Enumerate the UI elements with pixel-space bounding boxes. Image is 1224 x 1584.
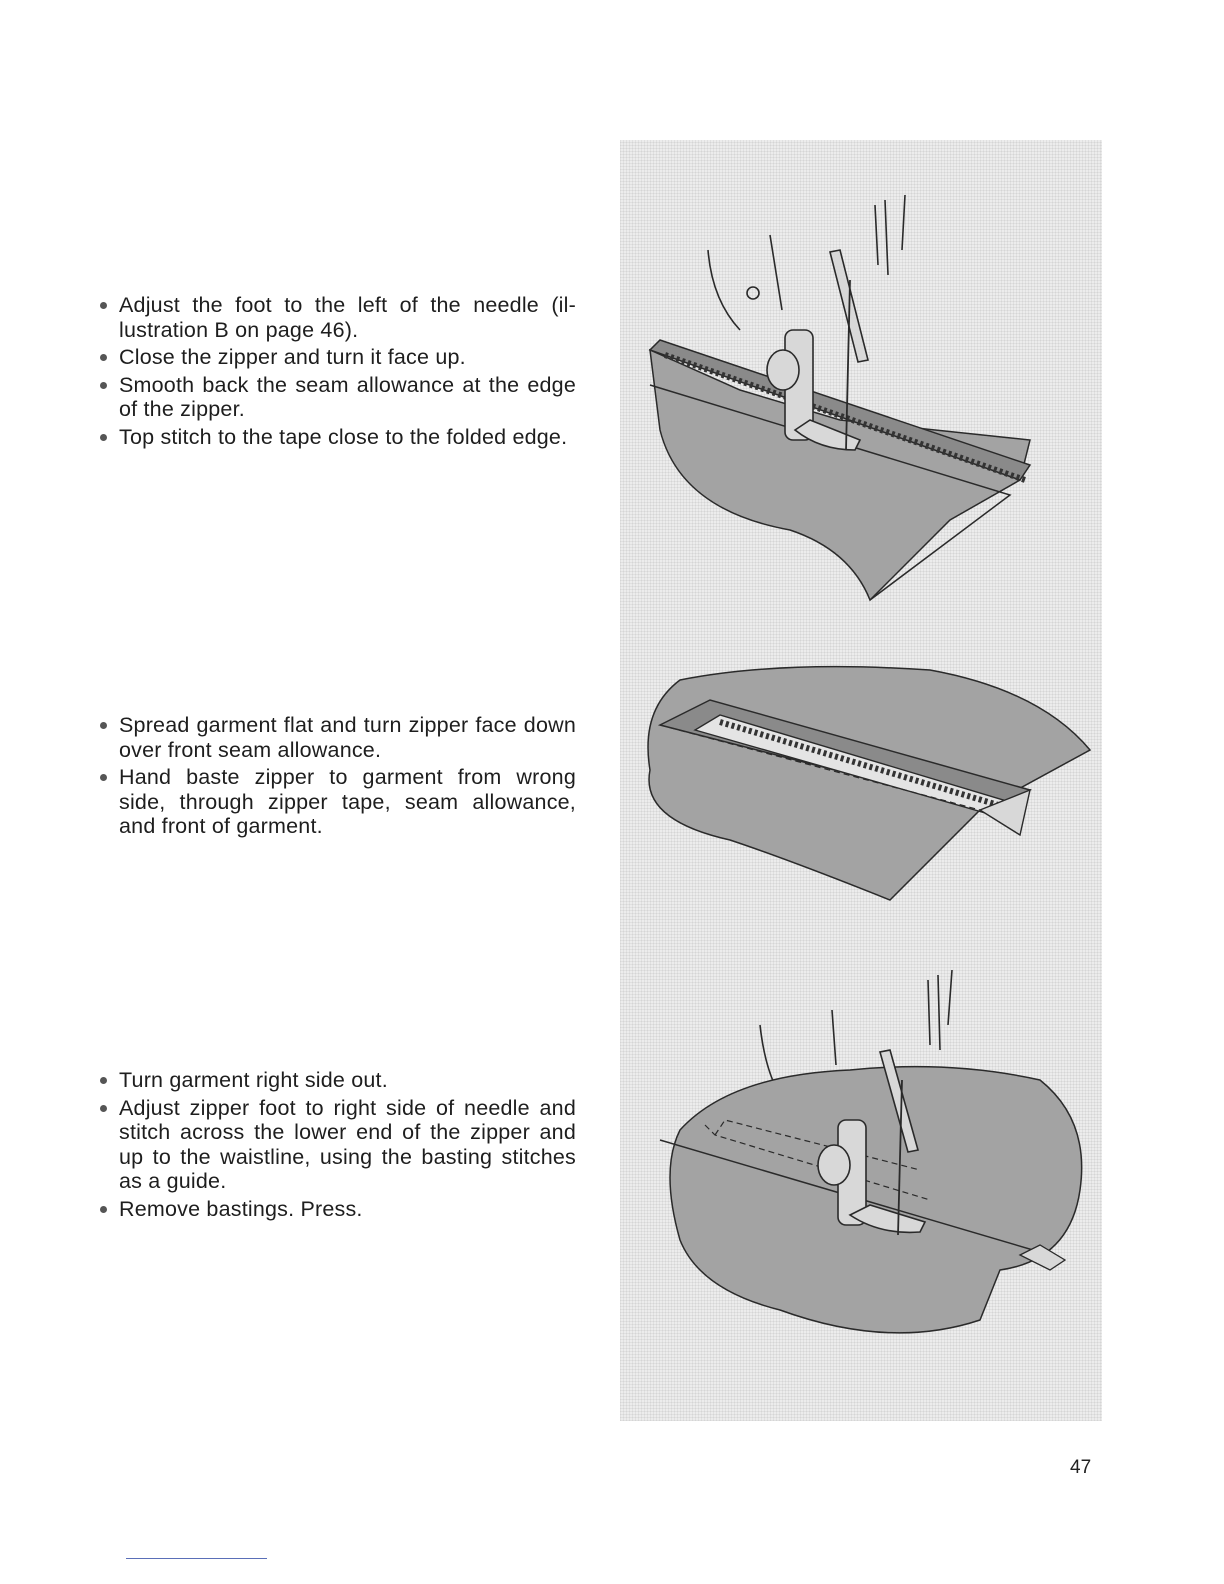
instruction-item: Smooth back the seam allowance at the edge of the zipper.	[98, 373, 576, 422]
instruction-item: Remove bastings. Press.	[98, 1197, 576, 1222]
fabric-shape	[670, 1067, 1082, 1333]
instruction-item: Spread garment flat and turn zipper face down over front seam allowance.	[98, 713, 576, 762]
instruction-item: Turn garment right side out.	[98, 1068, 576, 1093]
footer-rule	[126, 1558, 267, 1559]
instructions-block-2	[98, 713, 576, 842]
illustration-topstitch-zipper	[620, 190, 1102, 610]
instruction-item: Adjust the foot to the left of the needle (il-lustration B on page 46).	[98, 293, 576, 342]
instructions-block-1	[98, 293, 576, 452]
instruction-item: Adjust zipper foot to right side of needle and stitch across the lower end of the zipper and up to the waistline, using the basting stitches as a guide.	[98, 1096, 576, 1194]
instruction-item: Top stitch to the tape close to the folded edge.	[98, 425, 576, 450]
illustration-panel	[620, 140, 1102, 1421]
instruction-item: Hand baste zipper to garment from wrong side, through zipper tape, seam allowance, and front of garment.	[98, 765, 576, 839]
page-number: 47	[1070, 1457, 1092, 1478]
instruction-item: Close the zipper and turn it face up.	[98, 345, 576, 370]
illustration-stitch-lower-end	[620, 970, 1102, 1390]
illustration-basting-zipper	[620, 660, 1102, 910]
fabric-shape	[650, 350, 1030, 600]
instructions-block-3	[98, 1068, 576, 1224]
